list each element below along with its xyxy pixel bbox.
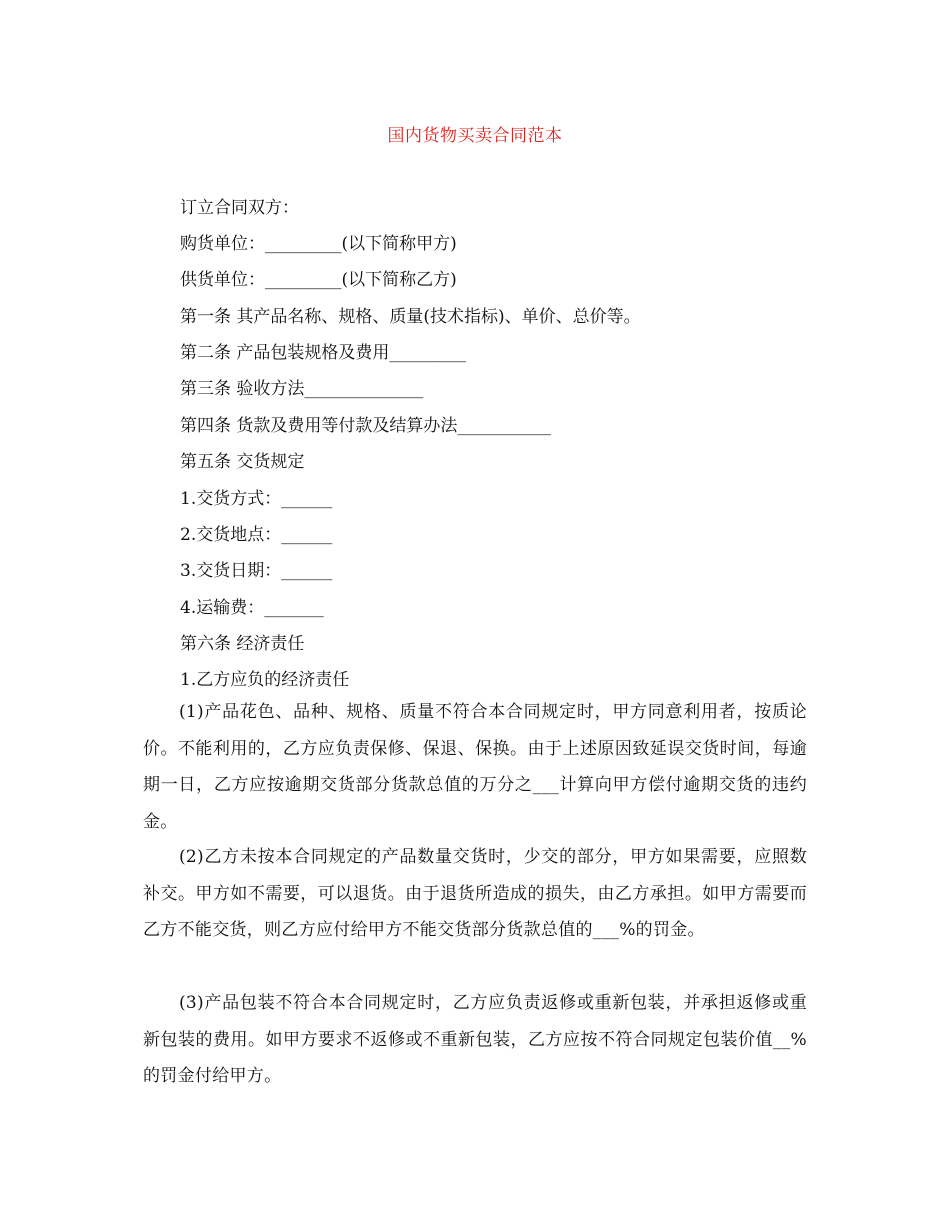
clause-paragraph: (3)产品包装不符合本合同规定时，乙方应负责返修或重新包装，并承担返修或重新包装的费用。如甲方要求不返修或不重新包装，乙方应按不符合同规定包装价值__%的罚金付给甲方。 [143, 993, 807, 1086]
seller-line: 供货单位：_________(以下简称乙方) [180, 270, 457, 290]
document-title: 国内货物买卖合同范本 [387, 126, 563, 146]
seller-liability-heading: 1.乙方应负的经济责任 [180, 670, 350, 690]
article-5: 第五条 交货规定 [180, 452, 305, 472]
article-4: 第四条 货款及费用等付款及结算办法___________ [180, 416, 551, 436]
transport-fee: 4.运输费：_______ [180, 598, 324, 618]
delivery-location: 2.交货地点：______ [180, 525, 333, 545]
delivery-date: 3.交货日期：______ [180, 561, 333, 581]
delivery-method: 1.交货方式：______ [180, 489, 333, 509]
buyer-line: 购货单位：_________(以下简称甲方) [180, 234, 457, 254]
clause-paragraph: (2)乙方未按本合同规定的产品数量交货时，少交的部分，甲方如果需要，应照数补交。甲方如不需要，可以退货。由于退货所造成的损失，由乙方承担。如甲方需要而乙方不能交货，则乙方应付给甲方不能交货部分货款总值的___%的罚金。 [143, 847, 807, 940]
article-2: 第二条 产品包装规格及费用_________ [180, 343, 466, 363]
article-6: 第六条 经济责任 [180, 634, 305, 654]
contract-parties-heading: 订立合同双方： [180, 198, 299, 218]
article-1: 第一条 其产品名称、规格、质量(技术指标)、单价、总价等。 [180, 307, 641, 327]
article-3: 第三条 验收方法______________ [180, 379, 424, 399]
clause-paragraph: (1)产品花色、品种、规格、质量不符合本合同规定时，甲方同意利用者，按质论价。不能利用的，乙方应负责保修、保退、保换。由于上述原因致延误交货时间，每逾期一日，乙方应按逾期交货部分货款总值的万分之___计算向甲方偿付逾期交货的违约金。 [143, 702, 807, 832]
